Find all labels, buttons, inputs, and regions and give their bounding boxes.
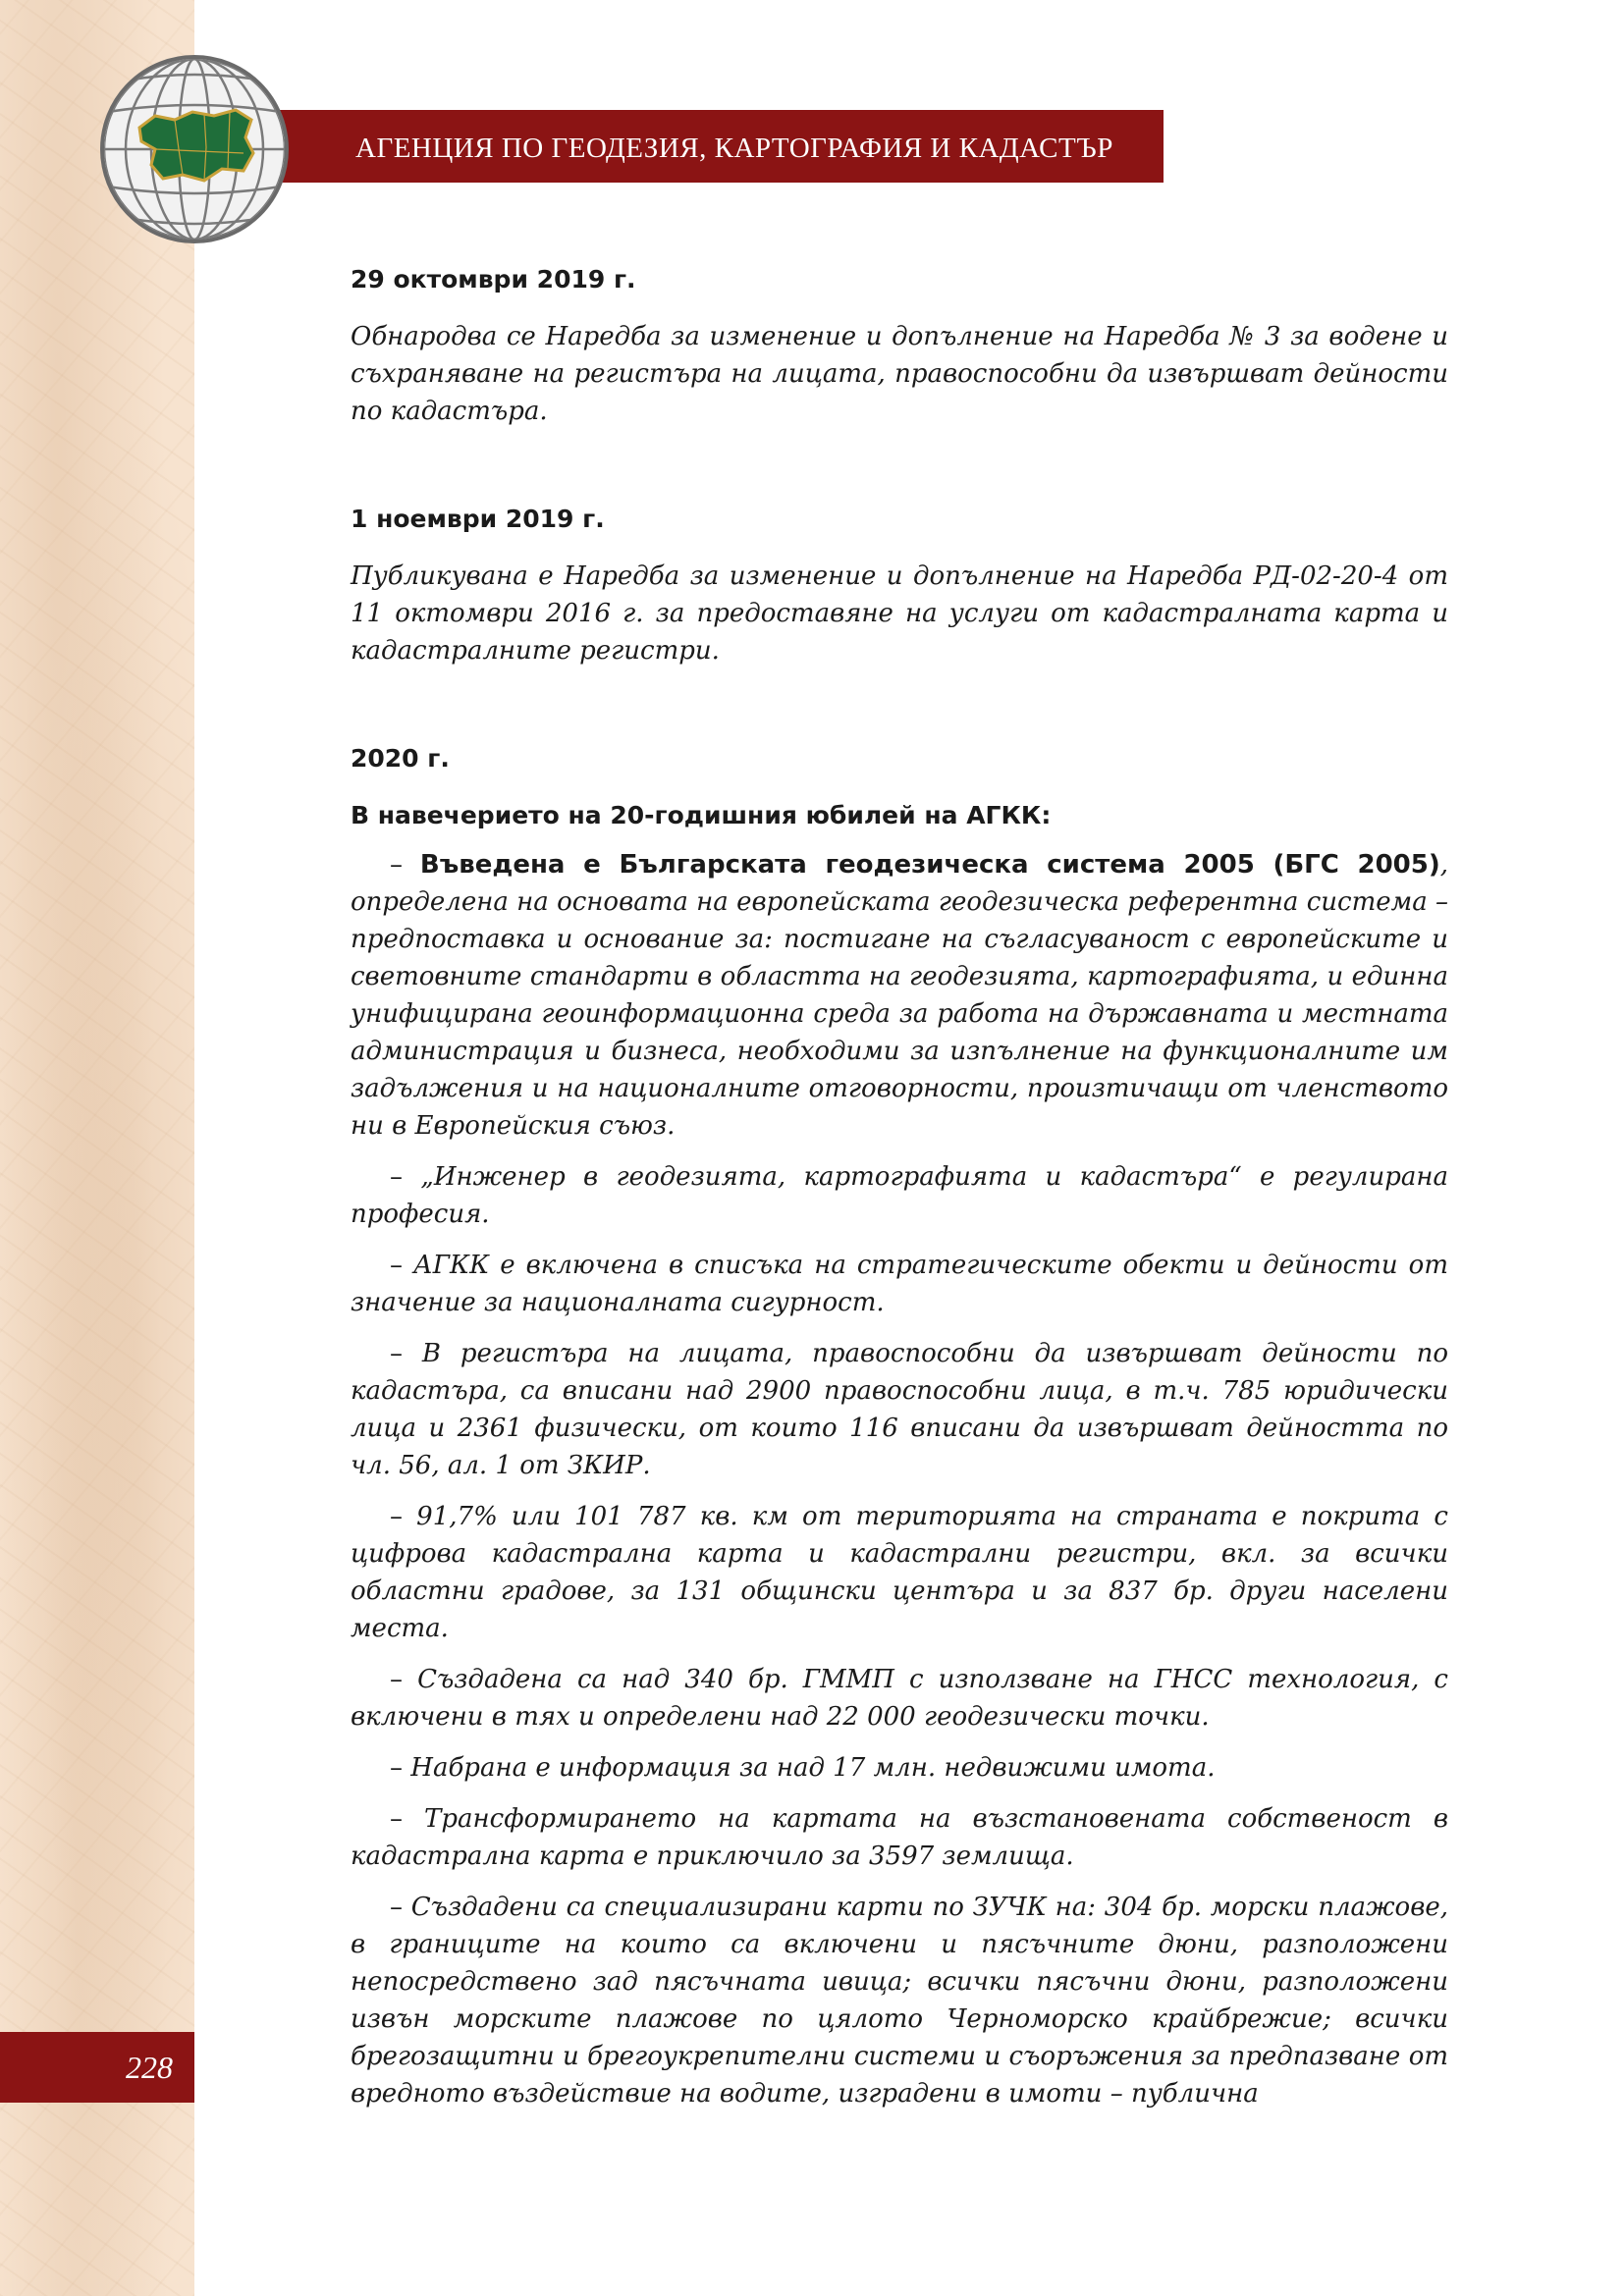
list-item-text: Създадени са специализирани карти по ЗУЧК на: 304 бр. морски плажове, в границите на които са включени и пясъчните дюни, разположени непосредствено зад пясъчната ивица; всички пясъчни дюни, разположени извън морските плажове по цялото Черноморско крайбрежие; всички брегозащитни и брегоукрепителни системи и съоръжения за предпазване от вредното въздействие на водите, изградени в имоти – публична <box>351 1893 1448 2109</box>
dash-marker: – <box>390 1162 403 1192</box>
year-lead: В навечерието на 20-годишния юбилей на АГКК: <box>351 801 1052 829</box>
list-item <box>351 1498 1448 1647</box>
dash-marker: – <box>390 850 403 880</box>
list-item-text: Създадена са над 340 бр. ГММП с използване на ГНСС технология, с включени в тях и определени над 22 000 геодезически точки. <box>351 1665 1448 1732</box>
list-item <box>351 1158 1448 1233</box>
list-item-text: Набрана е информация за над 17 млн. недвижими имота. <box>410 1753 1216 1783</box>
list-item-bold: Въведена е Българската геодезическа система 2005 (БГС 2005) <box>419 850 1440 880</box>
section-date: 1 ноември 2019 г. <box>351 505 605 533</box>
header-title: АГЕНЦИЯ ПО ГЕОДЕЗИЯ, КАРТОГРАФИЯ И КАДАСТЪР <box>355 133 1113 164</box>
dash-marker: – <box>390 1339 403 1368</box>
year-heading: 2020 г. <box>351 744 450 773</box>
list-item <box>351 1889 1448 2112</box>
list-item-text: „Инженер в геодезията, картографията и кадастъра“ е регулирана професия. <box>351 1162 1448 1229</box>
section-text: Обнародва се Наредба за изменение и допълнение на Наредба № 3 за водене и съхраняване на регистъра на лицата, правоспособни да извършват дейности по кадастъра. <box>351 322 1448 426</box>
list-item-text: Трансформирането на картата на възстановената собственост в кадастрална карта е приключило за 3597 землища. <box>351 1804 1448 1871</box>
list-item-text: В регистъра на лицата, правоспособни да извършват дейности по кадастъра, са вписани над 2900 правоспособни лица, в т.ч. 785 юридически лица и 2361 физически, от които 116 вписани да извършват дейността по чл. 56, ал. 1 от ЗКИР. <box>351 1339 1449 1480</box>
list-item-text: АГКК е включена в списъка на стратегическите обекти и дейности от значение за националната сигурност. <box>351 1251 1448 1317</box>
page-content <box>351 261 1448 2112</box>
dash-marker: – <box>390 1665 403 1694</box>
list-item-text: , определена на основата на европейската геодезическа референтна система – предпоставка и основание за: постигане на съгласуваност с европейските и световните стандарти в областта на геодезията, картографията, и единна унифицирана геоинформационна среда за работа на държавната и местната администрация и бизнеса, необходими за изпълнение на функционалните им задължения и на националните отговорности, произтичащи от членството ни в Европейския съюз. <box>351 850 1449 1141</box>
decorative-side-strip <box>0 0 194 2296</box>
dash-marker: – <box>390 1893 403 1922</box>
dash-marker: – <box>390 1502 403 1531</box>
dash-marker: – <box>390 1804 403 1834</box>
list-item <box>351 1247 1448 1321</box>
dash-marker: – <box>390 1753 403 1783</box>
section-date: 29 октомври 2019 г. <box>351 265 636 294</box>
list-item <box>351 1749 1448 1787</box>
list-item-text: 91,7% или 101 787 кв. км от територията на страната е покрита с цифрова кадастрална карта и кадастрални регистри, вкл. за всички областни градове, за 131 общински центъра и за 837 бр. други населени места. <box>351 1502 1448 1643</box>
list-item <box>351 1335 1448 1484</box>
page-number: 228 <box>126 2050 173 2085</box>
list-item <box>351 1800 1448 1875</box>
globe-logo-icon <box>96 51 293 247</box>
list-item <box>351 846 1448 1145</box>
section-text: Публикувана е Наредба за изменение и допълнение на Наредба РД-02-20-4 от 11 октомври 2016 г. за предоставяне на услуги от кадастралната карта и кадастралните регистри. <box>351 561 1448 666</box>
list-item <box>351 1661 1448 1735</box>
dash-marker: – <box>390 1251 403 1280</box>
bulgaria-map-shape <box>139 110 253 181</box>
